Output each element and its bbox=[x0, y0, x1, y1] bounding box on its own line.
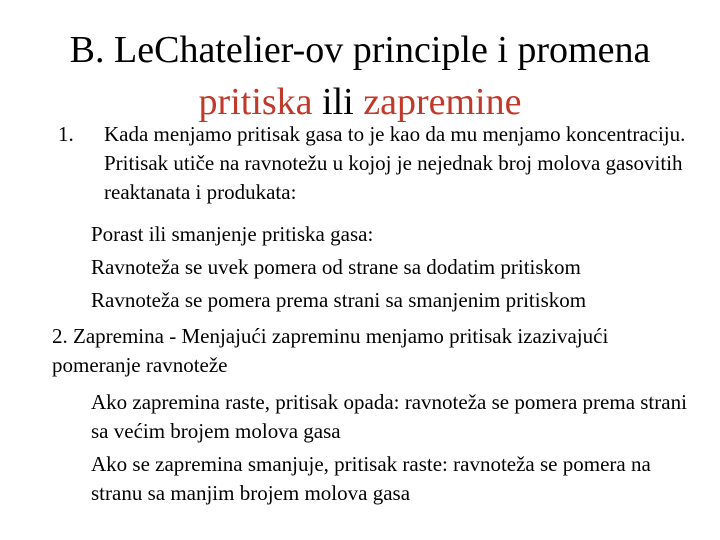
slide-title bbox=[0, 24, 720, 128]
title-connector: ili bbox=[312, 81, 364, 123]
title-prefix: B. LeChatelier-ov principle i promena bbox=[69, 29, 651, 71]
title-highlight-zapremine: zapremine bbox=[363, 81, 522, 123]
item2-line-2: Ako se zapremina smanjuje, pritisak raste: ravnoteža se pomera na stranu sa manjim brojem molova gasa bbox=[91, 452, 651, 505]
item2-line-1: Ako zapremina raste, pritisak opada: ravnoteža se pomera prema strani sa većim brojem molova gasa bbox=[91, 390, 687, 443]
title-highlight-pritiska: pritiska bbox=[198, 81, 313, 123]
item1-number: 1. bbox=[58, 122, 74, 146]
item1-line-3: Ravnoteža se pomera prema strani sa smanjenim pritiskom bbox=[91, 288, 587, 312]
item1-text: Kada menjamo pritisak gasa to je kao da mu menjamo koncentraciju. Pritisak utiče na ravnotežu u kojoj je nejednak broj molova gasovitih reaktanata i produkata: bbox=[104, 122, 686, 204]
item1-line-2: Ravnoteža se uvek pomera od strane sa dodatim pritiskom bbox=[91, 255, 581, 279]
item1-line-1: Porast ili smanjenje pritiska gasa: bbox=[91, 222, 374, 246]
item2-text: 2. Zapremina - Menjajući zapreminu menjamo pritisak izazivajući pomeranje ravnoteže bbox=[52, 324, 609, 377]
